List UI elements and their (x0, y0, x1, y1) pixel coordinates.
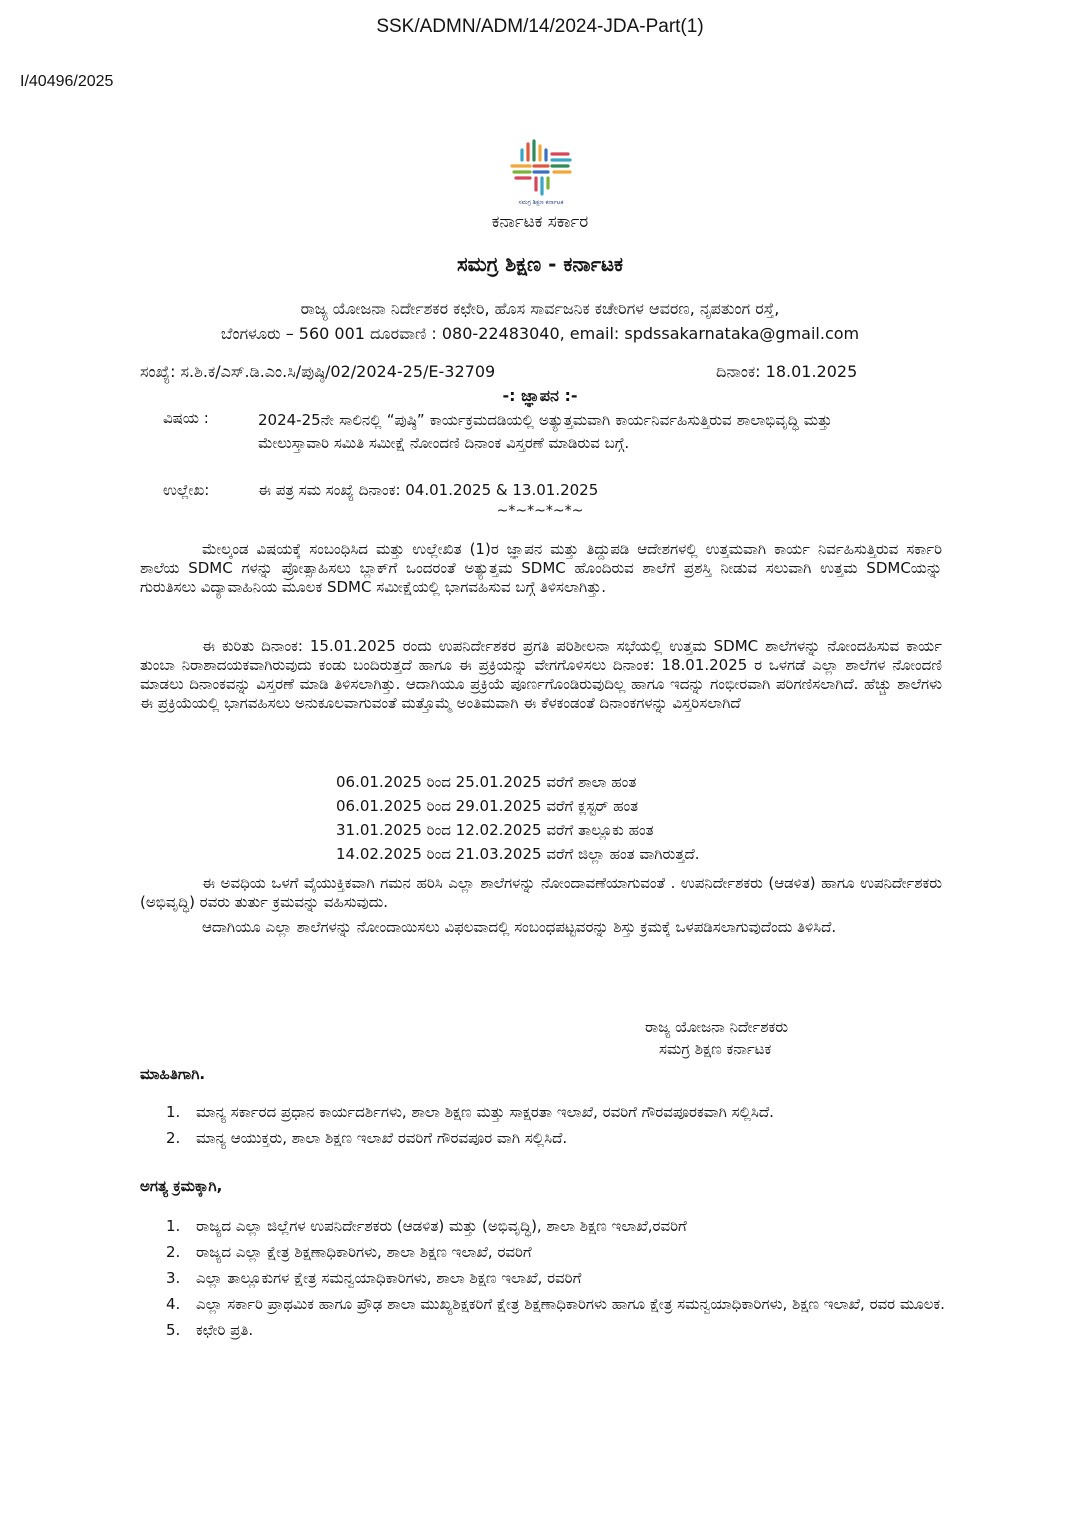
svg-text:ಸಮಗ್ರ ಶಿಕ್ಷಣ ಕರ್ನಾಟಕ: ಸಮಗ್ರ ಶಿಕ್ಷಣ ಕರ್ನಾಟಕ (518, 199, 564, 206)
schedule-item: 14.02.2025 ರಿಂದ 21.03.2025 ವರೆಗೆ ಜಿಲ್ಲಾ ಹಂತ ವಾಗಿರುತ್ತದೆ. (336, 845, 700, 863)
schedule-item: 06.01.2025 ರಿಂದ 29.01.2025 ವರೆಗೆ ಕ್ಲಸ್ಟರ್ ಹಂತ (336, 797, 639, 815)
schedule-item: 31.01.2025 ರಿಂದ 12.02.2025 ವರೆಗೆ ತಾಲ್ಲೂಕು ಹಂತ (336, 821, 654, 839)
list-item-text: ರಾಜ್ಯದ ಎಲ್ಲಾ ಜಿಲ್ಲೆಗಳ ಉಪನಿರ್ದೇಶಕರು (ಆಡಳಿತ) ಮತ್ತು (ಅಭಿವೃದ್ಧಿ), ಶಾಲಾ ಶಿಕ್ಷಣ ಇಲಾಖೆ,ರವರಿಗೆ (196, 1217, 687, 1235)
government-name: ಕರ್ನಾಟಕ ಸರ್ಕಾರ (491, 212, 589, 232)
list-item-text: ಮಾನ್ಯ ಸರ್ಕಾರದ ಪ್ರಧಾನ ಕಾರ್ಯದರ್ಶಿಗಳು, ಶಾಲಾ ಶಿಕ್ಷಣ ಮತ್ತು ಸಾಕ್ಷರತಾ ಇಲಾಖೆ, ರವರಿಗೆ ಗೌರವಪೂರಕವಾಗಿ ಸಲ್ಲಿಸಿದೆ. (196, 1103, 774, 1121)
signatory-office: ಸಮಗ್ರ ಶಿಕ್ಷಣ ಕರ್ನಾಟಕ (659, 1040, 772, 1058)
samagra-shikshana-logo-icon (508, 138, 574, 206)
schedule-list (336, 770, 700, 866)
file-number: SSK/ADMN/ADM/14/2024-JDA-Part(1) (376, 16, 704, 37)
information-heading: ಮಾಹಿತಿಗಾಗಿ. (140, 1065, 206, 1083)
inward-number: I/40496/2025 (20, 73, 114, 90)
signatory-title: ರಾಜ್ಯ ಯೋಜನಾ ನಿರ್ದೇಶಕರು (645, 1018, 788, 1036)
list-item-text: ಎಲ್ಲಾ ತಾಲ್ಲೂಕುಗಳ ಕ್ಷೇತ್ರ ಸಮನ್ವಯಾಧಿಕಾರಿಗಳು, ಶಾಲಾ ಶಿಕ್ಷಣ ಇಲಾಖೆ, ರವರಿಗೆ (196, 1269, 582, 1287)
list-item-text: ರಾಜ್ಯದ ಎಲ್ಲಾ ಕ್ಷೇತ್ರ ಶಿಕ್ಷಣಾಧಿಕಾರಿಗಳು, ಶಾಲಾ ಶಿಕ್ಷಣ ಇಲಾಖೆ, ರವರಿಗೆ (196, 1243, 532, 1261)
list-item (166, 1267, 946, 1289)
information-list (166, 1101, 946, 1153)
list-item-number: 2. (166, 1243, 181, 1261)
action-list (166, 1215, 946, 1345)
list-item-text: ಎಲ್ಲಾ ಸರ್ಕಾರಿ ಪ್ರಾಥಮಿಕ ಹಾಗೂ ಪ್ರೌಢ ಶಾಲಾ ಮುಖ್ಯಶಿಕ್ಷಕರಿಗೆ ಕ್ಷೇತ್ರ ಶಿಕ್ಷಣಾಧಿಕಾರಿಗಳು ಹಾಗೂ ಕ್ಷೇತ್ರ ಸಮನ್ವಯಾಧಿಕಾರಿಗಳು, ಶಿಕ್ಷಣ ಇಲಾಖೆ, ರವರ ಮೂಲಕ. (196, 1295, 945, 1313)
list-item-number: 3. (166, 1269, 181, 1287)
body-paragraph-4: ಆದಾಗಿಯೂ ಎಲ್ಲಾ ಶಾಲೆಗಳನ್ನು ನೋಂದಾಯಿಸಲು ವಿಫಲವಾದಲ್ಲಿ ಸಂಬಂಧಪಟ್ಟವರನ್ನು ಶಿಸ್ತು ಕ್ರಮಕ್ಕೆ ಒಳಪಡಿಸಲಾಗುವುದೆಂದು ತಿಳಿಸಿದೆ. (202, 918, 837, 936)
letter-date: ದಿನಾಂಕ: 18.01.2025 (716, 362, 858, 381)
action-heading: ಅಗತ್ಯ ಕ್ರಮಕ್ಕಾಗಿ, (140, 1177, 223, 1195)
list-item (166, 1293, 946, 1315)
list-item (166, 1215, 946, 1237)
reference-text: ಈ ಪತ್ರ ಸಮ ಸಂಖ್ಯೆ ದಿನಾಂಕ: 04.01.2025 & 13.01.2025 (258, 481, 599, 499)
list-item-number: 2. (166, 1129, 181, 1147)
list-item-number: 1. (166, 1103, 181, 1121)
memo-title: -: ಜ್ಞಾಪನ :- (502, 386, 578, 405)
subject-label: ವಿಷಯ : (163, 409, 209, 427)
separator: ~*~*~*~*~ (496, 503, 584, 519)
body-paragraph-3: ಈ ಅವಧಿಯ ಒಳಗೆ ವೈಯುಕ್ತಿಕವಾಗಿ ಗಮನ ಹರಿಸಿ ಎಲ್ಲಾ ಶಾಲೆಗಳನ್ನು ನೋಂದಾವಣೆಯಾಗುವಂತೆ . ಉಪನಿರ್ದೇಶಕರು (ಆಡಳಿತ) ಹಾಗೂ ಉಪನಿರ್ದೇಶಕರು (ಅಭಿವೃದ್ಧಿ) ರವರು ತುರ್ತು ಕ್ರಮವನ್ನು ವಹಿಸುವುದು. (140, 874, 942, 911)
reference-number: ಸಂಖ್ಯೆ: ಸ.ಶಿ.ಕ/ಎಸ್.ಡಿ.ಎಂ.ಸಿ/ಪುಷ್ಠಿ/02/2024-25/E-32709 (140, 362, 496, 381)
list-item-number: 1. (166, 1217, 181, 1235)
list-item-text: ಮಾನ್ಯ ಆಯುಕ್ತರು, ಶಾಲಾ ಶಿಕ್ಷಣ ಇಲಾಖೆ ರವರಿಗೆ ಗೌರವಪೂರ ವಾಗಿ ಸಲ್ಲಿಸಿದೆ. (196, 1129, 568, 1147)
list-item (166, 1101, 946, 1123)
list-item-number: 4. (166, 1295, 181, 1313)
body-paragraph-1: ಮೇಲ್ಕಂಡ ವಿಷಯಕ್ಕೆ ಸಂಬಂಧಿಸಿದ ಮತ್ತು ಉಲ್ಲೇಖಿತ (1)ರ ಜ್ಞಾಪನ ಮತ್ತು ತಿದ್ದುಪಡಿ ಆದೇಶಗಳಲ್ಲಿ ಉತ್ತಮವಾಗಿ ಕಾರ್ಯ ನಿರ್ವಹಿಸುತ್ತಿರುವ ಸರ್ಕಾರಿ ಶಾಲೆಯ SDMC ಗಳನ್ನು ಪ್ರೋತ್ಸಾಹಿಸಲು ಬ್ಲಾಕ್‌ಗೆ ಒಂದರಂತೆ ಅತ್ಯುತ್ತಮ SDMC ಹೊಂದಿರುವ ಶಾಲೆಗೆ ಪ್ರಶಸ್ತಿ ನೀಡುವ ಸಲುವಾಗಿ ಉತ್ತಮ SDMCಯನ್ನು ಗುರುತಿಸಲು ವಿದ್ಯಾವಾಹಿನಿಯ ಮೂಲಕ SDMC ಸಮೀಕ್ಷೆಯಲ್ಲಿ ಭಾಗವಹಿಸುವ ಬಗ್ಗೆ ತಿಳಿಸಲಾಗಿತ್ತು. (140, 540, 942, 596)
department-title: ಸಮಗ್ರ ಶಿಕ್ಷಣ - ಕರ್ನಾಟಕ (456, 252, 624, 276)
list-item (166, 1127, 946, 1149)
list-item (166, 1319, 946, 1341)
office-address (0, 296, 1080, 346)
schedule-item: 06.01.2025 ರಿಂದ 25.01.2025 ವರೆಗೆ ಶಾಲಾ ಹಂತ (336, 773, 637, 791)
signature-block (645, 1016, 788, 1060)
address-line-2: ಬೆಂಗಳೂರು – 560 001 ದೂರವಾಣಿ : 080-22483040, email: spdssakarnataka@gmail.com (220, 324, 860, 343)
subject-text: 2024-25ನೇ ಸಾಲಿನಲ್ಲಿ “ಪುಷ್ಠಿ” ಕಾರ್ಯಕ್ರಮದಡಿಯಲ್ಲಿ ಅತ್ಯುತ್ತಮವಾಗಿ ಕಾರ್ಯನಿರ್ವಹಿಸುತ್ತಿರುವ ಶಾಲಾಭಿವೃದ್ಧಿ ಮತ್ತು ಮೇಲುಸ್ತಾವಾರಿ ಸಮಿತಿ ಸಮೀಕ್ಷೆ ನೋಂದಣಿ ದಿನಾಂಕ ವಿಸ್ತರಣೆ ಮಾಡಿರುವ ಬಗ್ಗೆ. (258, 411, 832, 452)
list-item-text: ಕಛೇರಿ ಪ್ರತಿ. (196, 1321, 254, 1339)
reference-label: ಉಲ್ಲೇಖ: (163, 481, 210, 499)
address-line-1: ರಾಜ್ಯ ಯೋಜನಾ ನಿರ್ದೇಶಕರ ಕಛೇರಿ, ಹೊಸ ಸಾರ್ವಜನಿಕ ಕಚೇರಿಗಳ ಆವರಣ, ನೃಪತುಂಗ ರಸ್ತೆ, (300, 299, 780, 318)
list-item (166, 1241, 946, 1263)
body-paragraph-2: ಈ ಕುರಿತು ದಿನಾಂಕ: 15.01.2025 ರಂದು ಉಪನಿರ್ದೇಶಕರ ಪ್ರಗತಿ ಪರಿಶೀಲನಾ ಸಭೆಯಲ್ಲಿ ಉತ್ತಮ SDMC ಶಾಲೆಗಳನ್ನು ನೋಂದಹಿಸುವ ಕಾರ್ಯ ತುಂಬಾ ನಿರಾಶಾದಯಕವಾಗಿರುವುದು ಕಂಡು ಬಂದಿರುತ್ತದೆ ಹಾಗೂ ಈ ಪ್ರಕ್ರಿಯನ್ನು ವೇಗಗೊಳಿಸಲು ದಿನಾಂಕ: 18.01.2025 ರ ಒಳಗಡೆ ಎಲ್ಲಾ ಶಾಲೆಗಳ ನೋಂದಣಿ ಮಾಡಲು ದಿನಾಂಕವನ್ನು ವಿಸ್ತರಣೆ ಮಾಡಿ ತಿಳಿಸಲಾಗಿತ್ತು. ಆದಾಗಿಯೂ ಪ್ರಕ್ರಿಯೆ ಪೂರ್ಣಗೊಂಡಿರುವುದಿಲ್ಲ ಹಾಗೂ ಇದನ್ನು ಗಂಭೀರವಾಗಿ ಪರಿಗಣಿಸಲಾಗಿದೆ. ಹೆಚ್ಚು ಶಾಲೆಗಳು ಈ ಪ್ರಕ್ರಿಯೆಯಲ್ಲಿ ಭಾಗವಹಿಸಲು ಅನುಕೂಲವಾಗುವಂತೆ ಮತ್ತೊಮ್ಮೆ ಅಂತಿಮವಾಗಿ ಈ ಕೆಳಕಂಡಂತೆ ದಿನಾಂಕಗಳನ್ನು ವಿಸ್ತರಿಸಲಾಗಿದೆ (140, 637, 942, 712)
list-item-number: 5. (166, 1321, 181, 1339)
